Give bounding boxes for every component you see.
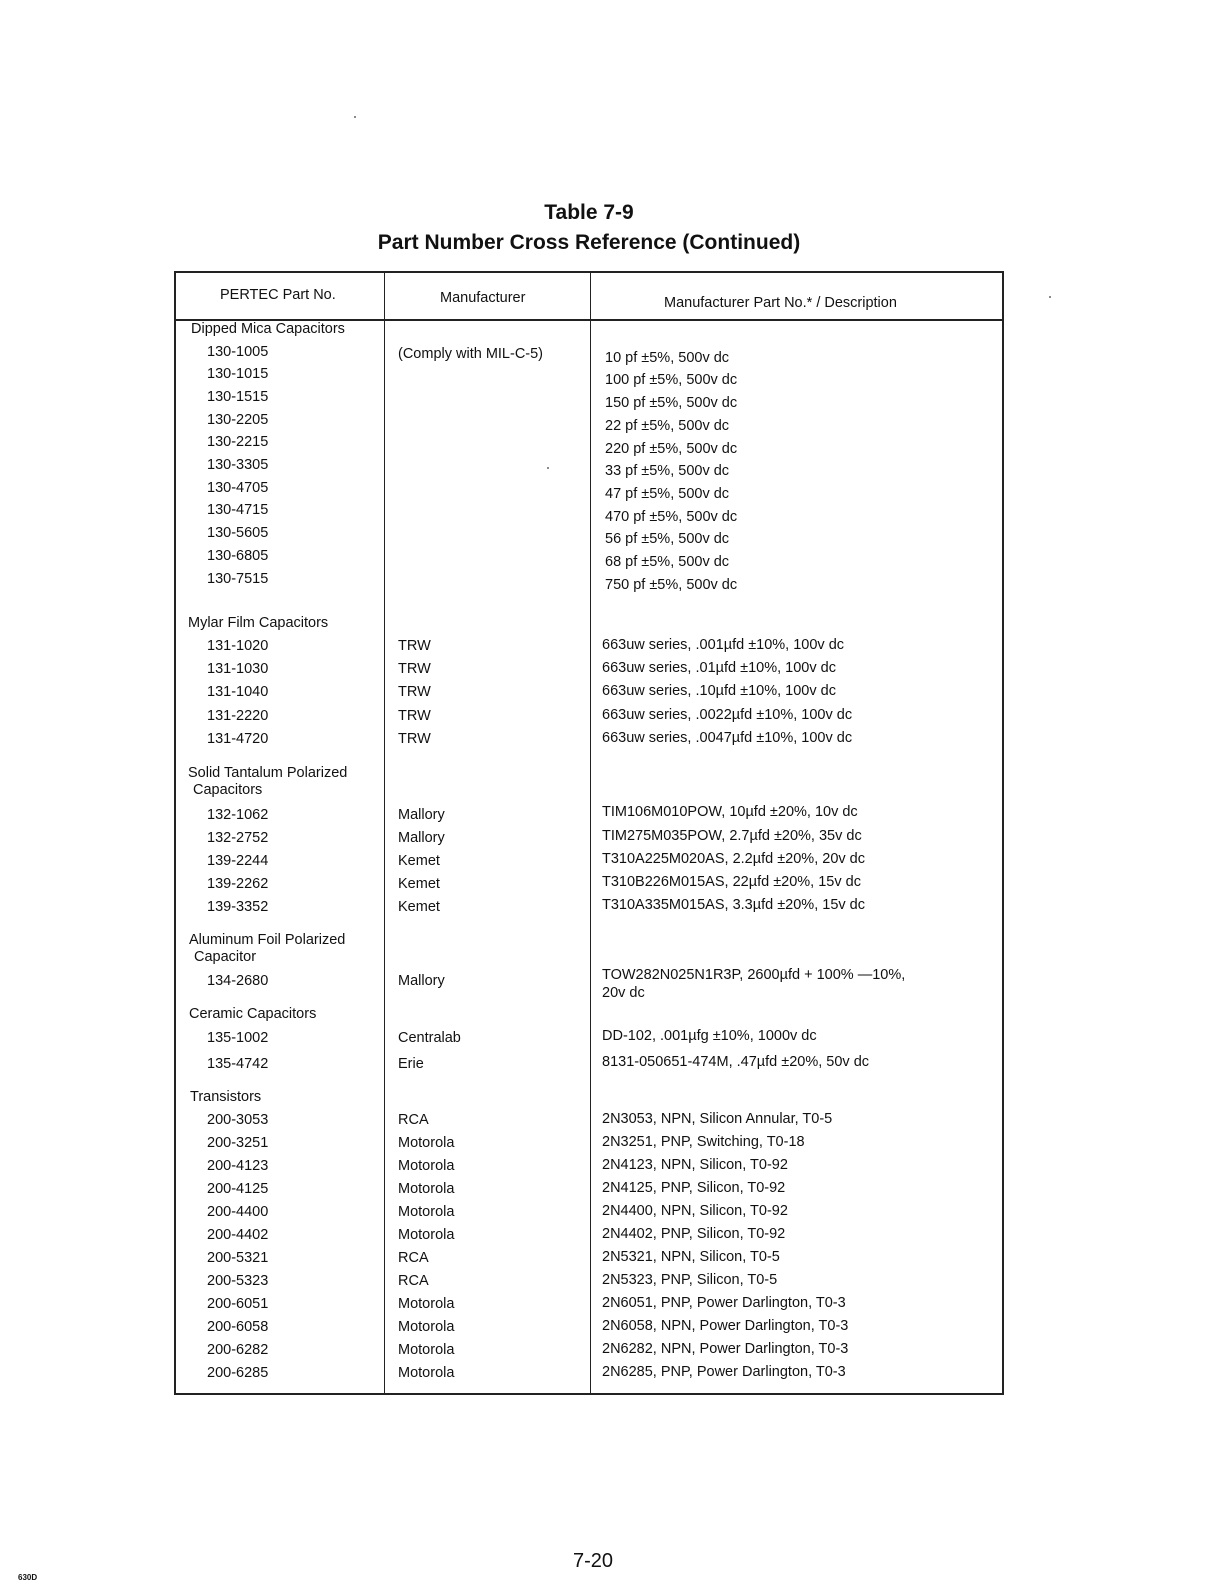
part-description: 2N4125, PNP, Silicon, T0-92 — [602, 1180, 786, 1196]
part-description: 220 pf ±5%, 500v dc — [605, 441, 738, 457]
part-number: 132-2752 — [207, 830, 269, 846]
manufacturer: Mallory — [398, 807, 445, 823]
part-number: 200-4123 — [207, 1158, 269, 1174]
scan-speck — [1049, 296, 1051, 298]
part-description: 663uw series, .10µfd ±10%, 100v dc — [602, 683, 836, 699]
manufacturer: Motorola — [398, 1296, 455, 1312]
part-number: 130-7515 — [207, 571, 269, 587]
part-number: 139-2262 — [207, 876, 269, 892]
part-number: 200-4400 — [207, 1204, 269, 1220]
part-description: 33 pf ±5%, 500v dc — [605, 463, 730, 479]
part-number: 131-2220 — [207, 708, 269, 724]
part-description: 470 pf ±5%, 500v dc — [605, 509, 738, 525]
part-number: 130-2215 — [207, 434, 269, 450]
manufacturer: Kemet — [398, 899, 440, 915]
part-description: 2N4402, PNP, Silicon, T0-92 — [602, 1226, 786, 1242]
part-description: T310A335M015AS, 3.3µfd ±20%, 15v dc — [602, 897, 865, 913]
header-description: Manufacturer Part No.* / Description — [664, 295, 897, 311]
section-label: Mylar Film Capacitors — [188, 615, 329, 631]
manufacturer: TRW — [398, 731, 431, 747]
part-description: 750 pf ±5%, 500v dc — [605, 577, 738, 593]
part-number: 200-4402 — [207, 1227, 269, 1243]
manufacturer: Motorola — [398, 1227, 455, 1243]
part-description: 2N6282, NPN, Power Darlington, T0-3 — [602, 1341, 849, 1357]
part-description: 68 pf ±5%, 500v dc — [605, 554, 730, 570]
part-description: 2N5323, PNP, Silicon, T0-5 — [602, 1272, 778, 1288]
part-description: 47 pf ±5%, 500v dc — [605, 486, 730, 502]
table-title: Table 7-9 — [544, 201, 634, 224]
column-divider — [590, 273, 591, 1393]
part-number: 131-1020 — [207, 638, 269, 654]
part-number: 200-6282 — [207, 1342, 269, 1358]
manufacturer: Motorola — [398, 1181, 455, 1197]
part-description: 663uw series, .0047µfd ±10%, 100v dc — [602, 730, 853, 746]
manufacturer: Erie — [398, 1056, 424, 1072]
part-description: 56 pf ±5%, 500v dc — [605, 531, 730, 547]
header-manufacturer: Manufacturer — [440, 290, 526, 306]
part-number: 130-1015 — [207, 366, 269, 382]
part-number: 132-1062 — [207, 807, 269, 823]
manufacturer: RCA — [398, 1250, 429, 1266]
mica-note: (Comply with MIL-C-5) — [398, 346, 544, 362]
part-description: 2N5321, NPN, Silicon, T0-5 — [602, 1249, 780, 1265]
manufacturer: Motorola — [398, 1342, 455, 1358]
part-description: 100 pf ±5%, 500v dc — [605, 372, 738, 388]
part-number: 130-1515 — [207, 389, 269, 405]
scan-speck — [547, 467, 549, 469]
part-description: 150 pf ±5%, 500v dc — [605, 395, 738, 411]
page-number: 7-20 — [572, 1550, 614, 1572]
part-number: 130-4705 — [207, 480, 269, 496]
part-description: 8131-050651-474M, .47µfd ±20%, 50v dc — [602, 1054, 870, 1070]
footer-code: 630D — [18, 1573, 38, 1582]
column-divider — [384, 273, 385, 1393]
header-part-no: PERTEC Part No. — [220, 287, 336, 303]
section-label: Aluminum Foil Polarized — [189, 932, 346, 948]
part-description: 663uw series, .001µfd ±10%, 100v dc — [602, 637, 845, 653]
part-description: T310B226M015AS, 22µfd ±20%, 15v dc — [602, 874, 861, 890]
part-number: 130-5605 — [207, 525, 269, 541]
part-number: 131-4720 — [207, 731, 269, 747]
part-description: 22 pf ±5%, 500v dc — [605, 418, 730, 434]
part-description: 663uw series, .0022µfd ±10%, 100v dc — [602, 707, 853, 723]
manufacturer: Motorola — [398, 1135, 455, 1151]
part-description: 663uw series, .01µfd ±10%, 100v dc — [602, 660, 836, 676]
manufacturer: Mallory — [398, 830, 445, 846]
manufacturer: Mallory — [398, 973, 445, 989]
part-description: TIM275M035POW, 2.7µfd ±20%, 35v dc — [602, 828, 862, 844]
part-description: 2N6058, NPN, Power Darlington, T0-3 — [602, 1318, 849, 1334]
part-number: 139-2244 — [207, 853, 269, 869]
section-label: Capacitor — [194, 949, 257, 965]
part-description: 2N6285, PNP, Power Darlington, T0-3 — [602, 1364, 846, 1380]
manufacturer: Centralab — [398, 1030, 461, 1046]
part-number: 200-3053 — [207, 1112, 269, 1128]
part-number: 130-1005 — [207, 344, 269, 360]
part-description: T310A225M020AS, 2.2µfd ±20%, 20v dc — [602, 851, 865, 867]
part-description: 10 pf ±5%, 500v dc — [605, 350, 730, 366]
part-description: TOW282N025N1R3P, 2600µfd + 100% —10%, — [602, 967, 906, 983]
part-number: 130-4715 — [207, 502, 269, 518]
part-number: 200-3251 — [207, 1135, 269, 1151]
part-description: 2N4123, NPN, Silicon, T0-92 — [602, 1157, 788, 1173]
manufacturer: Motorola — [398, 1204, 455, 1220]
section-label: Dipped Mica Capacitors — [191, 321, 345, 337]
manufacturer: TRW — [398, 661, 431, 677]
section-label: Ceramic Capacitors — [189, 1006, 317, 1022]
part-description: 2N6051, PNP, Power Darlington, T0-3 — [602, 1295, 846, 1311]
part-description: 2N4400, NPN, Silicon, T0-92 — [602, 1203, 788, 1219]
part-number: 139-3352 — [207, 899, 269, 915]
part-number: 131-1040 — [207, 684, 269, 700]
manufacturer: Motorola — [398, 1158, 455, 1174]
part-description: TIM106M010POW, 10µfd ±20%, 10v dc — [602, 804, 858, 820]
part-number: 130-2205 — [207, 412, 269, 428]
part-number: 200-6285 — [207, 1365, 269, 1381]
manufacturer: Kemet — [398, 876, 440, 892]
part-number: 134-2680 — [207, 973, 269, 989]
cross-reference-table — [174, 271, 1004, 1395]
manufacturer: Kemet — [398, 853, 440, 869]
part-number: 130-3305 — [207, 457, 269, 473]
part-number: 200-4125 — [207, 1181, 269, 1197]
manufacturer: TRW — [398, 638, 431, 654]
manufacturer: RCA — [398, 1112, 429, 1128]
section-label: Solid Tantalum Polarized — [188, 765, 348, 781]
part-description: DD-102, .001µfg ±10%, 1000v dc — [602, 1028, 817, 1044]
part-number: 200-5323 — [207, 1273, 269, 1289]
manufacturer: RCA — [398, 1273, 429, 1289]
manufacturer: TRW — [398, 708, 431, 724]
part-number: 200-5321 — [207, 1250, 269, 1266]
part-number: 200-6051 — [207, 1296, 269, 1312]
part-number: 131-1030 — [207, 661, 269, 677]
section-label: Capacitors — [193, 782, 263, 798]
part-description: 2N3053, NPN, Silicon Annular, T0-5 — [602, 1111, 833, 1127]
part-number: 130-6805 — [207, 548, 269, 564]
manufacturer: Motorola — [398, 1319, 455, 1335]
part-number: 200-6058 — [207, 1319, 269, 1335]
part-number: 135-1002 — [207, 1030, 269, 1046]
part-description: 2N3251, PNP, Switching, T0-18 — [602, 1134, 805, 1150]
section-label: Transistors — [190, 1089, 262, 1105]
manufacturer: Motorola — [398, 1365, 455, 1381]
manufacturer: TRW — [398, 684, 431, 700]
part-number: 135-4742 — [207, 1056, 269, 1072]
part-description-continued: 20v dc — [602, 985, 645, 1001]
scan-speck — [354, 116, 356, 118]
table-subtitle: Part Number Cross Reference (Continued) — [377, 231, 801, 254]
